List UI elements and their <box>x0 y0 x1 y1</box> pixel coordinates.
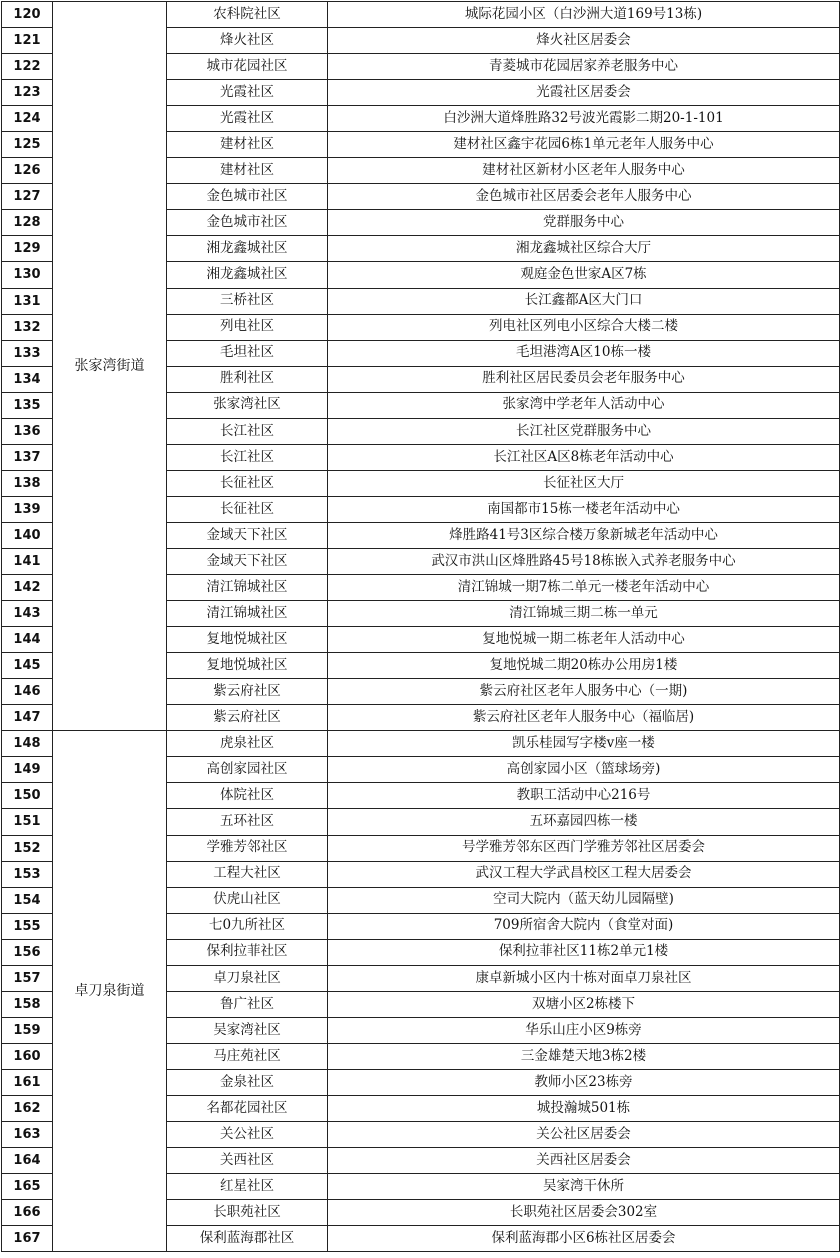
row-number: 134 <box>2 366 53 392</box>
site-location: 号学雅芳邻东区西门学雅芳邻社区居委会 <box>328 835 840 861</box>
site-location: 教职工活动中心216号 <box>328 783 840 809</box>
row-number: 129 <box>2 236 53 262</box>
site-location: 观庭金色世家A区7栋 <box>328 262 840 288</box>
community-name: 金域天下社区 <box>167 522 328 548</box>
row-number: 165 <box>2 1174 53 1200</box>
row-number: 154 <box>2 887 53 913</box>
site-location: 白沙洲大道烽胜路32号波光霞影二期20-1-101 <box>328 106 840 132</box>
row-number: 147 <box>2 705 53 731</box>
site-location: 空司大院内（蓝天幼儿园隔壁) <box>328 887 840 913</box>
community-name: 建材社区 <box>167 132 328 158</box>
row-number: 141 <box>2 548 53 574</box>
site-location: 关公社区居委会 <box>328 1122 840 1148</box>
community-name: 高创家园社区 <box>167 757 328 783</box>
community-name: 伏虎山社区 <box>167 887 328 913</box>
community-name: 马庄苑社区 <box>167 1043 328 1069</box>
community-name: 体院社区 <box>167 783 328 809</box>
community-name: 复地悦城社区 <box>167 653 328 679</box>
site-location: 长江社区A区8栋老年活动中心 <box>328 444 840 470</box>
site-location: 城投瀚城501栋 <box>328 1095 840 1121</box>
community-name: 关西社区 <box>167 1148 328 1174</box>
site-location: 城际花园小区（白沙洲大道169号13栋) <box>328 2 840 28</box>
row-number: 160 <box>2 1043 53 1069</box>
row-number: 120 <box>2 2 53 28</box>
row-number: 156 <box>2 939 53 965</box>
site-location: 康卓新城小区内十栋对面卓刀泉社区 <box>328 965 840 991</box>
row-number: 151 <box>2 809 53 835</box>
community-name: 清江锦城社区 <box>167 601 328 627</box>
community-name: 胜利社区 <box>167 366 328 392</box>
community-name: 金泉社区 <box>167 1069 328 1095</box>
row-number: 137 <box>2 444 53 470</box>
site-location: 张家湾中学老年人活动中心 <box>328 392 840 418</box>
row-number: 136 <box>2 418 53 444</box>
site-location: 烽胜路41号3区综合楼万象新城老年活动中心 <box>328 522 840 548</box>
row-number: 150 <box>2 783 53 809</box>
table-body <box>2 2 840 1252</box>
community-name: 紫云府社区 <box>167 705 328 731</box>
community-name: 工程大社区 <box>167 861 328 887</box>
site-location: 吴家湾干休所 <box>328 1174 840 1200</box>
community-name: 保利蓝海郡社区 <box>167 1226 328 1252</box>
row-number: 125 <box>2 132 53 158</box>
community-name: 金域天下社区 <box>167 548 328 574</box>
site-location: 709所宿舍大院内（食堂对面) <box>328 913 840 939</box>
row-number: 155 <box>2 913 53 939</box>
row-number: 124 <box>2 106 53 132</box>
row-number: 162 <box>2 1095 53 1121</box>
community-name: 卓刀泉社区 <box>167 965 328 991</box>
site-location: 建材社区鑫宇花园6栋1单元老年人服务中心 <box>328 132 840 158</box>
site-location: 光霞社区居委会 <box>328 80 840 106</box>
community-name: 金色城市社区 <box>167 210 328 236</box>
site-location: 金色城市社区居委会老年人服务中心 <box>328 184 840 210</box>
site-location: 五环嘉园四栋一楼 <box>328 809 840 835</box>
row-number: 161 <box>2 1069 53 1095</box>
site-location: 关西社区居委会 <box>328 1148 840 1174</box>
site-location: 长江鑫都A区大门口 <box>328 288 840 314</box>
site-location: 党群服务中心 <box>328 210 840 236</box>
community-name: 吴家湾社区 <box>167 1017 328 1043</box>
row-number: 140 <box>2 522 53 548</box>
community-name: 长江社区 <box>167 418 328 444</box>
site-location: 列电社区列电小区综合大楼二楼 <box>328 314 840 340</box>
row-number: 159 <box>2 1017 53 1043</box>
row-number: 149 <box>2 757 53 783</box>
community-name: 列电社区 <box>167 314 328 340</box>
community-name: 毛坦社区 <box>167 340 328 366</box>
community-name: 烽火社区 <box>167 28 328 54</box>
site-location: 华乐山庄小区9栋旁 <box>328 1017 840 1043</box>
row-number: 131 <box>2 288 53 314</box>
row-number: 123 <box>2 80 53 106</box>
site-location: 南国都市15栋一楼老年活动中心 <box>328 496 840 522</box>
site-location: 复地悦城二期20栋办公用房1楼 <box>328 653 840 679</box>
site-location: 青菱城市花园居家养老服务中心 <box>328 54 840 80</box>
site-location: 保利拉菲社区11栋2单元1楼 <box>328 939 840 965</box>
street-name: 张家湾街道 <box>53 2 167 731</box>
row-number: 153 <box>2 861 53 887</box>
site-location: 紫云府社区老年人服务中心（一期) <box>328 679 840 705</box>
row-number: 122 <box>2 54 53 80</box>
row-number: 157 <box>2 965 53 991</box>
row-number: 152 <box>2 835 53 861</box>
community-name: 三桥社区 <box>167 288 328 314</box>
row-number: 132 <box>2 314 53 340</box>
row-number: 127 <box>2 184 53 210</box>
site-location: 武汉工程大学武昌校区工程大居委会 <box>328 861 840 887</box>
row-number: 148 <box>2 731 53 757</box>
site-location: 武汉市洪山区烽胜路45号18栋嵌入式养老服务中心 <box>328 548 840 574</box>
row-number: 143 <box>2 601 53 627</box>
site-location: 清江锦城一期7栋二单元一楼老年活动中心 <box>328 575 840 601</box>
site-location: 长江社区党群服务中心 <box>328 418 840 444</box>
site-location: 长征社区大厅 <box>328 470 840 496</box>
row-number: 163 <box>2 1122 53 1148</box>
row-number: 145 <box>2 653 53 679</box>
table-row <box>2 2 840 28</box>
community-name: 长征社区 <box>167 496 328 522</box>
row-number: 126 <box>2 158 53 184</box>
site-location: 三金雄楚天地3栋2楼 <box>328 1043 840 1069</box>
community-name: 建材社区 <box>167 158 328 184</box>
community-name: 城市花园社区 <box>167 54 328 80</box>
community-name: 学雅芳邻社区 <box>167 835 328 861</box>
site-location: 烽火社区居委会 <box>328 28 840 54</box>
site-location: 凯乐桂园写字楼v座一楼 <box>328 731 840 757</box>
row-number: 142 <box>2 575 53 601</box>
row-number: 167 <box>2 1226 53 1252</box>
row-number: 158 <box>2 991 53 1017</box>
row-number: 164 <box>2 1148 53 1174</box>
street-name: 卓刀泉街道 <box>53 731 167 1252</box>
community-name: 保利拉菲社区 <box>167 939 328 965</box>
community-name: 张家湾社区 <box>167 392 328 418</box>
community-name: 光霞社区 <box>167 106 328 132</box>
site-location: 长职苑社区居委会302室 <box>328 1200 840 1226</box>
row-number: 130 <box>2 262 53 288</box>
row-number: 166 <box>2 1200 53 1226</box>
community-name: 紫云府社区 <box>167 679 328 705</box>
site-location: 复地悦城一期二栋老年人活动中心 <box>328 627 840 653</box>
row-number: 128 <box>2 210 53 236</box>
site-location: 建材社区新材小区老年人服务中心 <box>328 158 840 184</box>
row-number: 146 <box>2 679 53 705</box>
community-name: 长职苑社区 <box>167 1200 328 1226</box>
community-name: 七0九所社区 <box>167 913 328 939</box>
site-location: 湘龙鑫城社区综合大厅 <box>328 236 840 262</box>
row-number: 144 <box>2 627 53 653</box>
table-row <box>2 731 840 757</box>
site-location: 毛坦港湾A区10栋一楼 <box>328 340 840 366</box>
community-name: 名都花园社区 <box>167 1095 328 1121</box>
community-name: 湘龙鑫城社区 <box>167 236 328 262</box>
elder-service-site-table <box>1 1 840 1252</box>
site-location: 紫云府社区老年人服务中心（福临居) <box>328 705 840 731</box>
community-name: 长江社区 <box>167 444 328 470</box>
community-name: 红星社区 <box>167 1174 328 1200</box>
site-location: 教师小区23栋旁 <box>328 1069 840 1095</box>
community-name: 虎泉社区 <box>167 731 328 757</box>
site-location: 保利蓝海郡小区6栋社区居委会 <box>328 1226 840 1252</box>
community-name: 金色城市社区 <box>167 184 328 210</box>
community-name: 长征社区 <box>167 470 328 496</box>
community-name: 五环社区 <box>167 809 328 835</box>
community-name: 关公社区 <box>167 1122 328 1148</box>
row-number: 121 <box>2 28 53 54</box>
site-location: 胜利社区居民委员会老年服务中心 <box>328 366 840 392</box>
row-number: 133 <box>2 340 53 366</box>
community-name: 复地悦城社区 <box>167 627 328 653</box>
site-location: 双塘小区2栋楼下 <box>328 991 840 1017</box>
community-name: 湘龙鑫城社区 <box>167 262 328 288</box>
row-number: 135 <box>2 392 53 418</box>
community-name: 农科院社区 <box>167 2 328 28</box>
community-name: 光霞社区 <box>167 80 328 106</box>
row-number: 138 <box>2 470 53 496</box>
site-location: 高创家园小区（篮球场旁) <box>328 757 840 783</box>
site-location: 清江锦城三期二栋一单元 <box>328 601 840 627</box>
row-number: 139 <box>2 496 53 522</box>
community-name: 清江锦城社区 <box>167 575 328 601</box>
community-name: 鲁广社区 <box>167 991 328 1017</box>
